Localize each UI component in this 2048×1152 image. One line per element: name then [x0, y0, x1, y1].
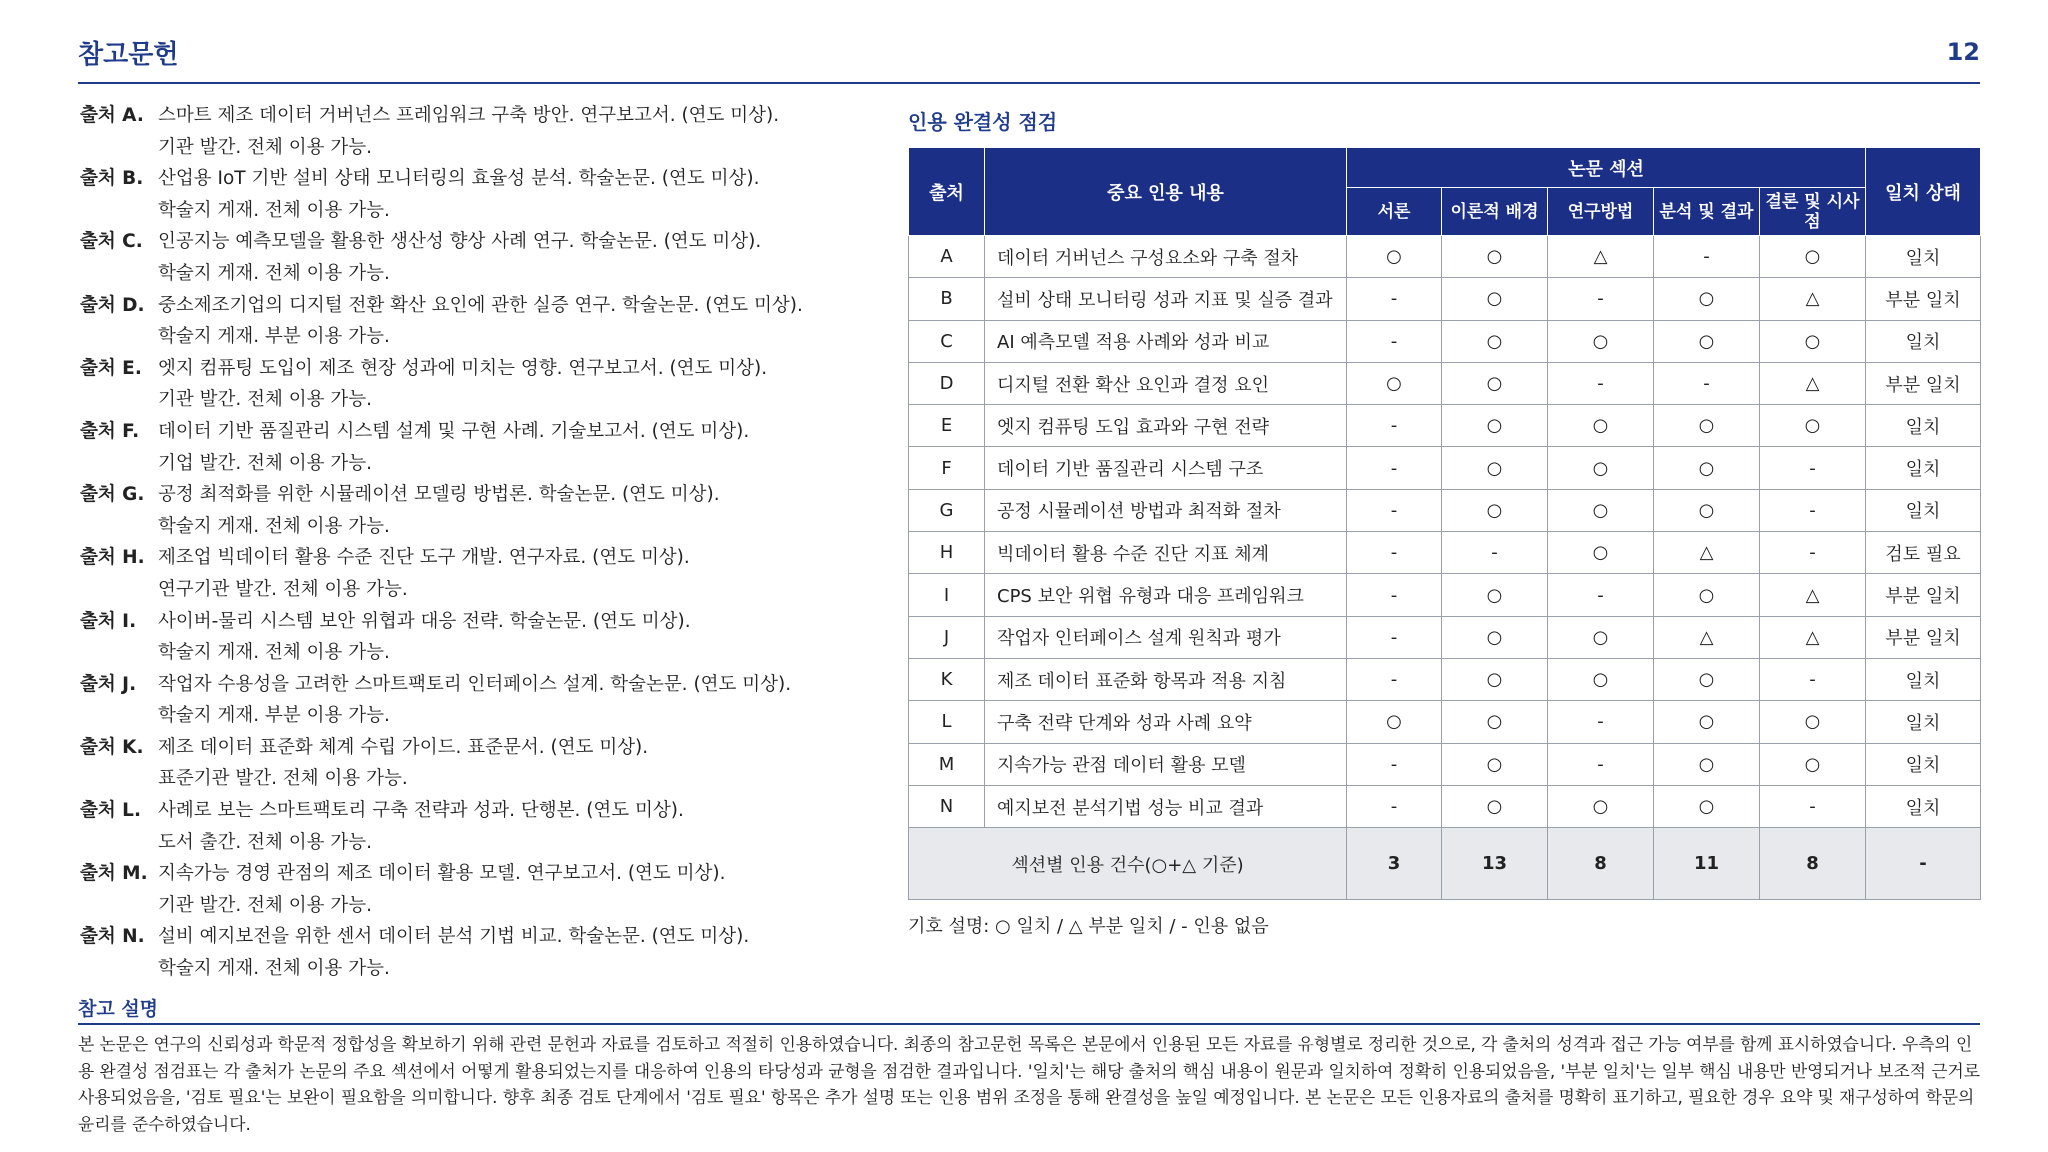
table-row — [909, 532, 1981, 574]
reference-item — [80, 606, 880, 669]
reference-availability: 학술지 게재. 부분 이용 가능. — [158, 326, 390, 348]
cell-section-mark: ○ — [1442, 405, 1548, 447]
cell-section-mark: ○ — [1760, 701, 1866, 743]
reference-label: 출처 M. — [80, 863, 148, 885]
reference-label: 출처 D. — [80, 294, 145, 316]
reference-label: 출처 H. — [80, 547, 145, 569]
cell-section-mark: - — [1347, 489, 1442, 531]
table-row — [909, 574, 1981, 616]
cell-section-mark: ○ — [1548, 658, 1654, 700]
cell-section-mark: ○ — [1760, 743, 1866, 785]
table-row — [909, 701, 1981, 743]
cell-source: H — [909, 532, 985, 574]
reference-citation: 스마트 제조 데이터 거버넌스 프레임워크 구축 방안. 연구보고서. (연도 미상). — [158, 105, 780, 126]
reference-label: 출처 I. — [80, 610, 137, 632]
reference-item — [80, 290, 880, 353]
cell-source: F — [909, 447, 985, 489]
cell-section-mark: - — [1347, 574, 1442, 616]
reference-item — [80, 226, 880, 289]
reference-availability: 학술지 게재. 부분 이용 가능. — [158, 705, 390, 727]
cell-section-mark: ○ — [1548, 405, 1654, 447]
cell-source: N — [909, 785, 985, 827]
table-row — [909, 362, 1981, 404]
summary-count: 8 — [1548, 828, 1654, 900]
cell-section-mark: - — [1760, 447, 1866, 489]
table-row — [909, 489, 1981, 531]
reference-item — [80, 416, 880, 479]
cell-match-status: 일치 — [1866, 320, 1981, 362]
cell-section-mark: △ — [1654, 616, 1760, 658]
cell-section-mark: ○ — [1548, 532, 1654, 574]
cell-section-mark: ○ — [1442, 658, 1548, 700]
reference-item — [80, 669, 880, 732]
cell-source: B — [909, 278, 985, 320]
cell-match-status: 검토 필요 — [1866, 532, 1981, 574]
cell-section-mark: ○ — [1442, 362, 1548, 404]
reference-item — [80, 858, 880, 921]
table-row — [909, 320, 1981, 362]
cell-section-mark: - — [1760, 658, 1866, 700]
cell-source: E — [909, 405, 985, 447]
cell-content: CPS 보안 위협 유형과 대응 프레임워크 — [985, 574, 1347, 616]
summary-label: 섹션별 인용 건수(○+△ 기준) — [909, 828, 1347, 900]
cell-match-status: 부분 일치 — [1866, 278, 1981, 320]
reference-availability: 도서 출간. 전체 이용 가능. — [158, 831, 372, 853]
reference-citation: 제조 데이터 표준화 체계 수립 가이드. 표준문서. (연도 미상). — [158, 736, 649, 758]
cell-source: C — [909, 320, 985, 362]
cell-section-mark: - — [1347, 743, 1442, 785]
summary-row — [909, 828, 1981, 900]
cell-match-status: 부분 일치 — [1866, 574, 1981, 616]
reference-label: 출처 A. — [80, 105, 144, 126]
reference-citation: 설비 예지보전을 위한 센서 데이터 분석 기법 비교. 학술논문. (연도 미상). — [158, 926, 750, 948]
reference-item — [80, 921, 880, 984]
col-header-section: 연구방법 — [1548, 188, 1654, 236]
cell-match-status: 일치 — [1866, 447, 1981, 489]
cell-source: D — [909, 362, 985, 404]
table-row — [909, 785, 1981, 827]
reference-label: 출처 K. — [80, 736, 144, 758]
cell-section-mark: - — [1760, 532, 1866, 574]
cell-section-mark: ○ — [1654, 574, 1760, 616]
reference-citation: 작업자 수용성을 고려한 스마트팩토리 인터페이스 설계. 학술논문. (연도 미상). — [158, 673, 792, 695]
cell-section-mark: △ — [1548, 236, 1654, 278]
cell-section-mark: ○ — [1548, 785, 1654, 827]
cell-source: L — [909, 701, 985, 743]
cell-content: 디지털 전환 확산 요인과 결정 요인 — [985, 362, 1347, 404]
cell-section-mark: - — [1347, 278, 1442, 320]
cell-source: I — [909, 574, 985, 616]
reference-citation: 지속가능 경영 관점의 제조 데이터 활용 모델. 연구보고서. (연도 미상). — [158, 863, 726, 885]
cell-section-mark: ○ — [1654, 447, 1760, 489]
reference-citation: 데이터 기반 품질관리 시스템 설계 및 구현 사례. 기술보고서. (연도 미상). — [158, 420, 750, 442]
reference-availability: 학술지 게재. 전체 이용 가능. — [158, 262, 390, 284]
cell-match-status: 일치 — [1866, 743, 1981, 785]
cell-match-status: 부분 일치 — [1866, 616, 1981, 658]
cell-section-mark: - — [1347, 447, 1442, 489]
reference-label: 출처 N. — [80, 926, 145, 948]
cell-content: 구축 전략 단계와 성과 사례 요약 — [985, 701, 1347, 743]
col-header-content: 중요 인용 내용 — [985, 148, 1347, 236]
cell-match-status: 일치 — [1866, 785, 1981, 827]
cell-section-mark: ○ — [1654, 489, 1760, 531]
col-header-section: 이론적 배경 — [1442, 188, 1548, 236]
notes-section — [78, 994, 1980, 1137]
cell-source: G — [909, 489, 985, 531]
reference-availability: 연구기관 발간. 전체 이용 가능. — [158, 578, 408, 600]
cell-source: M — [909, 743, 985, 785]
reference-label: 출처 J. — [80, 673, 137, 695]
reference-list — [80, 100, 880, 985]
reference-availability: 학술지 게재. 전체 이용 가능. — [158, 642, 390, 664]
reference-item — [80, 542, 880, 605]
cell-section-mark: ○ — [1442, 616, 1548, 658]
cell-section-mark: - — [1347, 320, 1442, 362]
cell-section-mark: △ — [1760, 278, 1866, 320]
cell-section-mark: - — [1548, 278, 1654, 320]
reference-item — [80, 795, 880, 858]
cell-section-mark: ○ — [1760, 320, 1866, 362]
cell-section-mark: ○ — [1442, 236, 1548, 278]
page-number: 12 — [1946, 38, 1980, 66]
cell-section-mark: ○ — [1654, 278, 1760, 320]
reference-citation: 사례로 보는 스마트팩토리 구축 전략과 성과. 단행본. (연도 미상). — [158, 800, 684, 822]
cell-section-mark: - — [1548, 701, 1654, 743]
cell-match-status: 일치 — [1866, 489, 1981, 531]
cell-section-mark: ○ — [1548, 489, 1654, 531]
citation-check-table — [908, 147, 1981, 900]
cell-section-mark: ○ — [1760, 405, 1866, 447]
cell-match-status: 일치 — [1866, 658, 1981, 700]
reference-availability: 기관 발간. 전체 이용 가능. — [158, 894, 372, 916]
cell-content: 예지보전 분석기법 성능 비교 결과 — [985, 785, 1347, 827]
cell-section-mark: ○ — [1442, 447, 1548, 489]
col-header-sections: 논문 섹션 — [1347, 148, 1866, 188]
cell-section-mark: - — [1347, 785, 1442, 827]
cell-content: 설비 상태 모니터링 성과 지표 및 실증 결과 — [985, 278, 1347, 320]
notes-body: 본 논문은 연구의 신뢰성과 학문적 정합성을 확보하기 위해 관련 문헌과 자료를 검토하고 적절히 인용하였습니다. 최종의 참고문헌 목록은 본문에서 인용된 모든 자료를 유형별로 정리한 것으로, 각 출처의 성격과 접근 가능 여부를 함께 표시하였습니다. 우측의 인용 완결성 점검표는 각 출처가 논문의 주요 섹션에서 어떻게 활용되었는지를 대응하여 인용의 타당성과 균형을 점검한 결과입니다. '일치'는 해당 출처의 핵심 내용이 원문과 일치하여 정확히 인용되었음을, '부분 일치'는 일부 핵심 내용만 반영되거나 보조적 근거로 사용되었음을, '검토 필요'는 보완이 필요함을 의미합니다. 향후 최종 검토 단계에서 '검토 필요' 항목은 추가 설명 또는 인용 범위 조정을 통해 완결성을 높일 예정입니다. 본 논문은 모든 인용자료의 출처를 명확히 표기하고, 필요한 경우 요약 및 재구성하여 학문의 윤리를 준수하였습니다. — [78, 1034, 1980, 1134]
cell-section-mark: ○ — [1442, 785, 1548, 827]
reference-item — [80, 353, 880, 416]
cell-section-mark: ○ — [1442, 574, 1548, 616]
reference-citation: 산업용 IoT 기반 설비 상태 모니터링의 효율성 분석. 학술논문. (연도 미상). — [158, 168, 760, 190]
reference-label: 출처 E. — [80, 357, 142, 379]
cell-section-mark: ○ — [1654, 785, 1760, 827]
cell-content: 데이터 거버넌스 구성요소와 구축 절차 — [985, 236, 1347, 278]
reference-citation: 중소제조기업의 디지털 전환 확산 요인에 관한 실증 연구. 학술논문. (연도 미상). — [158, 294, 803, 316]
cell-content: 작업자 인터페이스 설계 원칙과 평가 — [985, 616, 1347, 658]
reference-availability: 기업 발간. 전체 이용 가능. — [158, 452, 372, 474]
table-row — [909, 405, 1981, 447]
cell-section-mark: △ — [1760, 362, 1866, 404]
cell-section-mark: - — [1347, 532, 1442, 574]
cell-section-mark: ○ — [1347, 236, 1442, 278]
cell-section-mark: - — [1442, 532, 1548, 574]
cell-source: J — [909, 616, 985, 658]
reference-item — [80, 479, 880, 542]
cell-content: 지속가능 관점 데이터 활용 모델 — [985, 743, 1347, 785]
notes-title: 참고 설명 — [78, 994, 1980, 1025]
cell-section-mark: ○ — [1760, 236, 1866, 278]
cell-section-mark: ○ — [1442, 320, 1548, 362]
reference-label: 출처 L. — [80, 800, 141, 822]
cell-section-mark: ○ — [1442, 489, 1548, 531]
cell-section-mark: - — [1548, 574, 1654, 616]
col-header-match: 일치 상태 — [1866, 148, 1981, 236]
table-row — [909, 616, 1981, 658]
cell-section-mark: - — [1548, 743, 1654, 785]
cell-section-mark: - — [1760, 489, 1866, 531]
cell-section-mark: ○ — [1347, 701, 1442, 743]
cell-match-status: 일치 — [1866, 236, 1981, 278]
cell-match-status: 부분 일치 — [1866, 362, 1981, 404]
cell-section-mark: ○ — [1548, 447, 1654, 489]
cell-section-mark: - — [1654, 362, 1760, 404]
cell-section-mark: - — [1760, 785, 1866, 827]
table-row — [909, 278, 1981, 320]
reference-label: 출처 C. — [80, 231, 143, 253]
cell-section-mark: ○ — [1654, 320, 1760, 362]
reference-item — [80, 732, 880, 795]
reference-availability: 학술지 게재. 전체 이용 가능. — [158, 199, 390, 221]
cell-section-mark: - — [1347, 405, 1442, 447]
reference-item — [80, 100, 880, 163]
summary-count: 3 — [1347, 828, 1442, 900]
cell-section-mark: △ — [1654, 532, 1760, 574]
citation-check-title: 인용 완결성 점검 — [908, 110, 1058, 134]
cell-section-mark: - — [1347, 658, 1442, 700]
reference-label: 출처 F. — [80, 420, 140, 442]
cell-content: 엣지 컴퓨팅 도입 효과와 구현 전략 — [985, 405, 1347, 447]
cell-section-mark: ○ — [1548, 320, 1654, 362]
reference-label: 출처 G. — [80, 484, 145, 506]
cell-source: K — [909, 658, 985, 700]
reference-label: 출처 B. — [80, 168, 144, 190]
reference-citation: 인공지능 예측모델을 활용한 생산성 향상 사례 연구. 학술논문. (연도 미상). — [158, 231, 762, 253]
col-header-section: 분석 및 결과 — [1654, 188, 1760, 236]
reference-item — [80, 163, 880, 226]
reference-availability: 표준기관 발간. 전체 이용 가능. — [158, 768, 408, 790]
reference-availability: 학술지 게재. 전체 이용 가능. — [158, 958, 390, 980]
reference-citation: 사이버-물리 시스템 보안 위협과 대응 전략. 학술논문. (연도 미상). — [158, 610, 691, 632]
reference-availability: 학술지 게재. 전체 이용 가능. — [158, 515, 390, 537]
cell-section-mark: ○ — [1654, 701, 1760, 743]
cell-section-mark: ○ — [1347, 362, 1442, 404]
summary-count: 8 — [1760, 828, 1866, 900]
reference-availability: 기관 발간. 전체 이용 가능. — [158, 136, 372, 158]
summary-count: 11 — [1654, 828, 1760, 900]
col-header-section: 결론 및 시사점 — [1760, 188, 1866, 236]
cell-content: 빅데이터 활용 수준 진단 지표 체계 — [985, 532, 1347, 574]
cell-content: 공정 시뮬레이션 방법과 최적화 절차 — [985, 489, 1347, 531]
table-row — [909, 658, 1981, 700]
col-header-source: 출처 — [909, 148, 985, 236]
cell-section-mark: ○ — [1442, 743, 1548, 785]
cell-match-status: 일치 — [1866, 405, 1981, 447]
cell-section-mark: - — [1654, 236, 1760, 278]
cell-section-mark: ○ — [1442, 278, 1548, 320]
cell-section-mark: ○ — [1654, 743, 1760, 785]
reference-citation: 엣지 컴퓨팅 도입이 제조 현장 성과에 미치는 영향. 연구보고서. (연도 미상). — [158, 357, 768, 379]
reference-citation: 공정 최적화를 위한 시뮬레이션 모델링 방법론. 학술논문. (연도 미상). — [158, 484, 720, 506]
cell-content: AI 예측모델 적용 사례와 성과 비교 — [985, 320, 1347, 362]
cell-section-mark: ○ — [1654, 405, 1760, 447]
cell-section-mark: - — [1548, 362, 1654, 404]
cell-section-mark: ○ — [1548, 616, 1654, 658]
cell-content: 데이터 기반 품질관리 시스템 구조 — [985, 447, 1347, 489]
cell-section-mark: ○ — [1654, 658, 1760, 700]
reference-citation: 제조업 빅데이터 활용 수준 진단 도구 개발. 연구자료. (연도 미상). — [158, 547, 690, 569]
page-title: 참고문헌 — [78, 40, 179, 70]
col-header-section: 서론 — [1347, 188, 1442, 236]
summary-count: 13 — [1442, 828, 1548, 900]
symbol-legend: 기호 설명: ○ 일치 / △ 부분 일치 / - 인용 없음 — [908, 916, 1269, 938]
cell-section-mark: - — [1347, 616, 1442, 658]
citation-check-panel — [908, 100, 1980, 938]
cell-section-mark: △ — [1760, 616, 1866, 658]
summary-match: - — [1866, 828, 1981, 900]
table-row — [909, 236, 1981, 278]
table-row — [909, 447, 1981, 489]
reference-availability: 기관 발간. 전체 이용 가능. — [158, 389, 372, 411]
cell-section-mark: △ — [1760, 574, 1866, 616]
cell-section-mark: ○ — [1442, 701, 1548, 743]
cell-source: A — [909, 236, 985, 278]
cell-content: 제조 데이터 표준화 항목과 적용 지침 — [985, 658, 1347, 700]
page-header — [78, 34, 1980, 84]
table-row — [909, 743, 1981, 785]
cell-match-status: 일치 — [1866, 701, 1981, 743]
